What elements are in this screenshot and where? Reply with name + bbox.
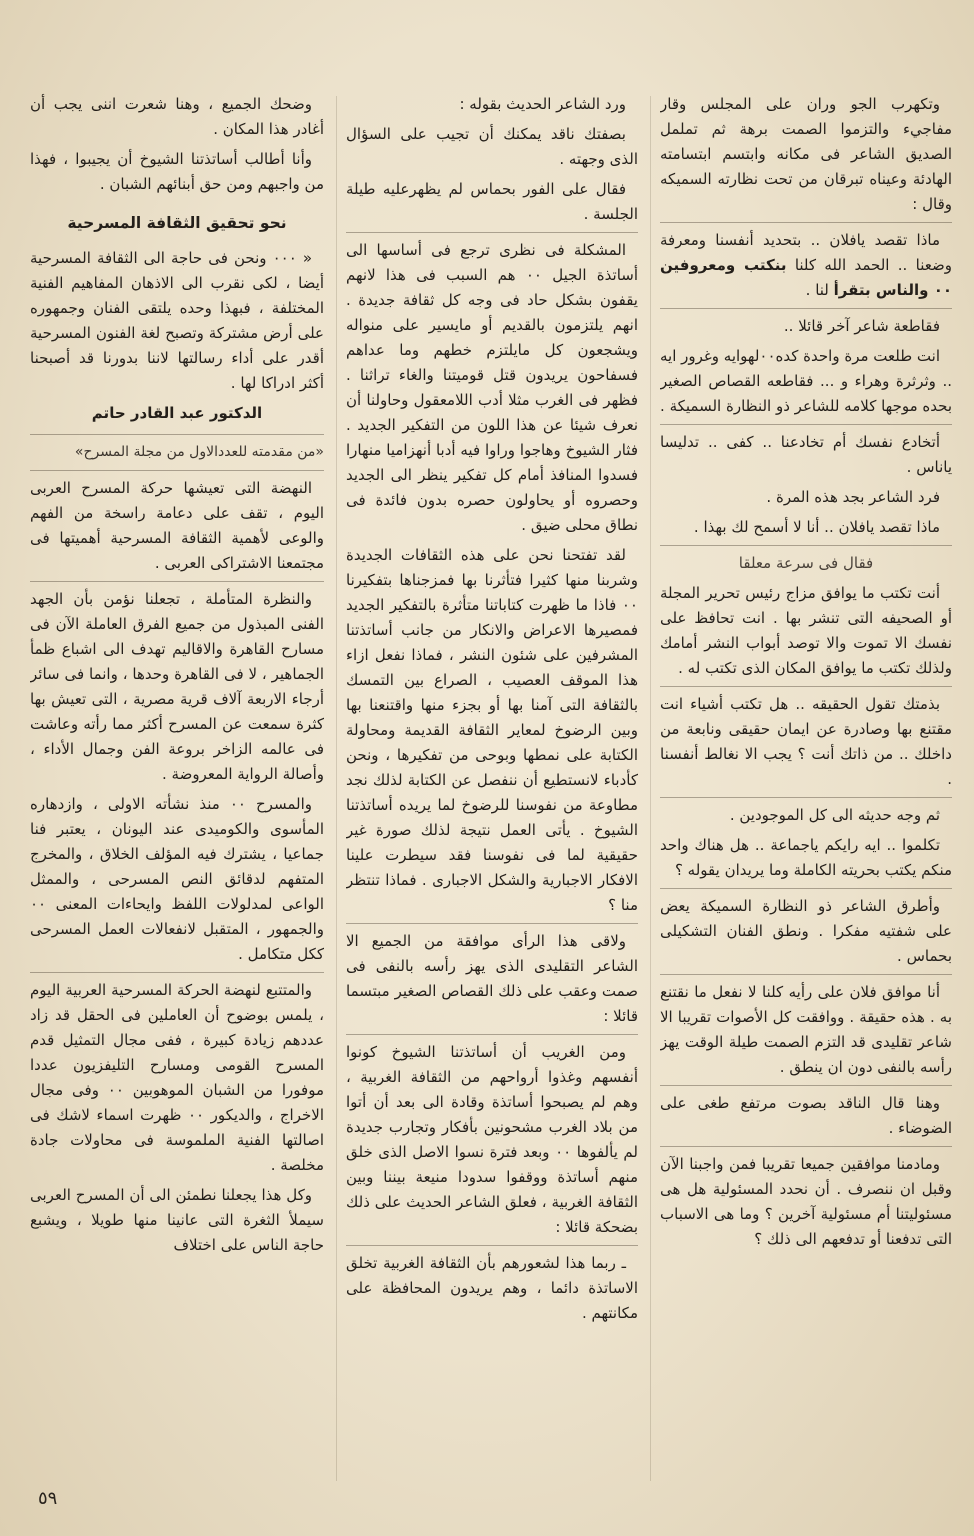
- article-paragraph: وضحك الجميع ، وهنا شعرت اننى يجب أن أغادر هذا المكان .: [30, 95, 324, 138]
- article-paragraph: ومادمنا موافقين جميعا تقريبا فمن واجبنا الآن وقبل ان ننصرف . أن نحدد المسئولية هل هى مسئوليتنا أم مسئولية آخرين ؟ وما هى الاسباب التى تدفعنا أو تدفعهم الى ذلك ؟: [660, 1146, 952, 1252]
- article-paragraph: أتخادع نفسك أم تخادعنا .. كفى .. تدليسا ياناس .: [660, 424, 952, 480]
- article-paragraph: ومن الغريب أن أساتذتنا الشيوخ كونوا أنفسهم وغذوا أرواحهم من الثقافة الغربية ، وهم لم يصبحوا أساتذة وقادة الى بعد أن أتوا من بلاد الغرب مشحونين بأفكار وتجارب جديدة لم يألفوها ٠٠ وبعد فترة نسوا الاصل الذى خلق منهم أساتذة ووقفوا سدودا منيعة بيننا وبين الثقافة الغربية ، فعلق الشاعر الحديث على ذلك بضحكة قائلا :: [346, 1034, 638, 1240]
- column-divider: [336, 96, 337, 1481]
- article-paragraph: أنا موافق فلان على رأيه كلنا لا نفعل ما نقتنع به . هذه حقيقة . ووافقت كل الأصوات تقريبا الا شاعر تقليدى قد التزم الصمت طيلة الوقت يهز رأسه بالنفى دون ان ينطق .: [660, 974, 952, 1080]
- left-column: [30, 92, 324, 1484]
- article-paragraph: ثم وجه حديثه الى كل الموجودين .: [660, 797, 952, 828]
- article-paragraph: ماذا تقصد يافلان .. أنا لا أسمح لك بهذا .: [693, 518, 940, 536]
- article-paragraph: فقاطعة شاعر آخر قائلا ..: [660, 308, 952, 339]
- article-paragraph: [660, 222, 952, 303]
- article-paragraph: فقال فى سرعة معلقا: [660, 545, 952, 576]
- column-divider: [650, 96, 651, 1481]
- article-paragraph: وتكهرب الجو وران على المجلس وقار مفاجيء والتزموا الصمت برهة ثم تململ الصديق الشاعر فى مكانه وابتسم ابتسامته الهادئة وعيناه تبرقان من تحت نظارته السميكه وقال :: [660, 95, 952, 213]
- article-paragraph: بصفتك ناقد يمكنك أن تجيب على السؤال الذى وجهته .: [346, 125, 638, 168]
- article-paragraph: وأطرق الشاعر ذو النظارة السميكة يعض على شفتيه مفكرا . ونطق الفنان التشكيلى بحماس .: [660, 888, 952, 969]
- article-paragraph: المشكلة فى نظرى ترجع فى أساسها الى أساتذة الجيل ٠٠ هم السبب فى هذا لانهم يقفون بشكل حاد فى وجه كل ثقافة جديدة . انهم يلتزمون بالقديم أو مايسير على منواله ويشجعون كل مايلتزم خطهم وما عداهم فسفاحون يريدون قتل قوميتنا والغاء تراثنا . فظهر فى الغرب مثلا أدب اللامعقول وحاولنا أن نعرف شيئا عن هذا اللون من التفكير الجديد . فثار الشيوخ وهاجوا وراوا فيه أدبا أنهزاميا منهارا فسدوا المنافذ أمام كل تفكير ينظر الى الجديد وحصروه أو يحاولون حصره بدون فائدة فى نطاق محلى ضيق .: [346, 232, 638, 538]
- quote-author: الدكتور عبد القادر حاتم: [91, 404, 263, 422]
- article-paragraph: فقال على الفور بحماس لم يظهرعليه طيلة الجلسة .: [346, 180, 638, 223]
- article-paragraph: لقد تفتحنا نحن على هذه الثقافات الجديدة وشربنا منها كثيرا فتأثرنا بها فمزجناها بتفكيرنا ٠٠ فاذا ما ظهرت كتاباتنا متأثرة بالتفكير الجديد فمصيرها الاعراض والانكار من جانب أساتذتنا المشرفين على شئون النشر ، فماذا نفعل ازاء هذا الموقف العصيب ، الصراع بين التمسك بالثقافة التى آمنا بها أو بجزء منها واقتنعنا بها وبين الرضوخ لمعاير الثقافة القديمة ومحاولة الكتابة على نمطها وبوحى من تفكيرها ، ونحن كأدباء لانستطيع أن ننفصل عن الكتابة لذلك نجد مطاوعة من نفوسنا للرضوخ لما يريده أساتذتنا الشيوخ . يأتى العمل نتيجة لذلك صورة غير حقيقية لما فى نفوسنا فقد سيطرت علينا الافكار الاجبارية والشكل الاجبارى . فماذا تنتظر منا ؟: [346, 546, 638, 914]
- article-paragraph: بذمتك تقول الحقيقه .. هل تكتب أشياء انت مقتنع بها وصادرة عن ايمان حقيقى ونابعة من داخلك .. من ذاتك أنت ؟ يجب الا نغالط أنفسنا .: [660, 686, 952, 792]
- article-paragraph: والمسرح ٠٠ منذ نشأته الاولى ، وازدهاره المأسوى والكوميدى عند اليونان ، يعتبر فنا جماعيا ، يشترك فيه المؤلف الخلاق ، والمخرج المتفهم لدقائق النص المسرحى ، والممثل الواعى لمدلولات اللفظ وايحاءات المعنى ٠٠ والجمهور ، المتقبل لانفعالات العمل المسرحى ككل متكامل .: [30, 795, 324, 963]
- quote-paragraph: « ٠٠٠ ونحن فى حاجة الى الثقافة المسرحية أيضا ، لكى نقرب الى الاذهان المفاهيم الفنية المختلفة ، فبهذا وحده يلتقى الفنان وجمهوره على أرض مشتركة وتصبح لغة الفنون المسرحية أقدر على أداء رسالتها لاننا بدورنا قد أصبحنا أكثر ادراكا لها .: [30, 249, 324, 392]
- article-paragraph: ورد الشاعر الحديث بقوله :: [459, 95, 626, 113]
- article-paragraph: وهنا قال الناقد بصوت مرتفع طغى على الضوضاء .: [660, 1085, 952, 1141]
- article-paragraph: النهضة التى تعيشها حركة المسرح العربى اليوم ، تقف على دعامة راسخة من الفهم والوعى لأهمية الثقافة المسرحية أهميتها فى مجتمعنا الاشتراكى العربى .: [30, 470, 324, 576]
- article-paragraph: ولاقى هذا الرأى موافقة من الجميع الا الشاعر التقليدى الذى يهز رأسه بالنفى فى صمت وعقب على ذلك القصاص الصغير مبتسما قائلا :: [346, 923, 638, 1029]
- section-heading: نحو تحقيق الثقافة المسرحية: [67, 214, 287, 232]
- article-paragraph: فرد الشاعر بجد هذه المرة .: [766, 488, 940, 506]
- article-paragraph: والمتتبع لنهضة الحركة المسرحية العربية اليوم ، يلمس بوضوح أن العاملين فى الحقل قد زاد عددهم زيادة كبيرة ، ففى مجال التمثيل قدم المسرح القومى ومسارح التليفزيون عددا موفورا من الشبان الموهوبين ٠٠ وفى مجال الاخراج ، والديكور ٠٠ ظهرت اسماء لاشك فى اصالتها الفنية الملموسة فى محاولات جادة مخلصة .: [30, 972, 324, 1178]
- article-paragraph: انت طلعت مرة واحدة كده٠٠لهوايه وغرور ايه .. وثرثرة وهراء و ... فقاطعه القصاص الصغير بحده موجها كلامه للشاعر ذو النظارة السميكة .: [660, 347, 952, 415]
- article-paragraph: والنظرة المتأملة ، تجعلنا نؤمن بأن الجهد الفنى المبذول من جميع الفرق العاملة الآن فى مسارح القاهرة والاقاليم تهدف الى اشباع ظمأ الجماهير ، لا فى القاهرة وحدها ، وانما فى سائر أرجاء الاربعة آلاف قرية مصرية ، التى تعيش بها كثرة سمعت عن المسرح أكثر مما رأته وعاشت فى عالمه الزاخر بروعة الفن وجمال الأداء ، وأصالة الرواية المعروضة .: [30, 581, 324, 787]
- emphasized-text: بنكتب ومعروفين ٠٠ والناس بتقرأ: [660, 256, 952, 299]
- right-column: [660, 92, 952, 1484]
- article-paragraph: ـ ربما هذا لشعورهم بأن الثقافة الغربية تخلق الاساتذة دائما ، وهم يريدون المحافظة على مكانتهم .: [346, 1245, 638, 1326]
- middle-column: [346, 92, 638, 1484]
- article-paragraph: وكل هذا يجعلنا نطمئن الى أن المسرح العربى سيملأ الثغرة التى عانينا منها طويلا ، ويشبع حاجة الناس على اختلاف: [30, 1186, 324, 1254]
- article-paragraph: وأنا أطالب أساتذتنا الشيوخ أن يجيبوا ، فهذا من واجبهم ومن حق أبنائهم الشبان .: [30, 150, 324, 193]
- paragraph-text: ماذا تقصد يافلان .. بتحديد أنفسنا ومعرفة وضعنا .. الحمد الله كلنا: [660, 231, 952, 274]
- paragraph-text: لنا .: [805, 281, 829, 299]
- page-number: ٥٩: [38, 1488, 58, 1509]
- article-paragraph: أنت تكتب ما يوافق مزاج رئيس تحرير المجلة أو الصحيفه التى تنشر بها . انت تحافظ على نفسك الا تموت والا توصد أبواب النشر أمامك ولذلك تكتب ما يوافق المكان الذى تكتب له .: [660, 584, 952, 677]
- article-paragraph: تكلموا .. ايه رايكم ياجماعة .. هل هناك واحد منكم يكتب بحريته الكاملة وما يريدان يقوله ؟: [660, 836, 952, 879]
- quote-source: «من مقدمته للعددالاول من مجلة المسرح»: [30, 434, 324, 465]
